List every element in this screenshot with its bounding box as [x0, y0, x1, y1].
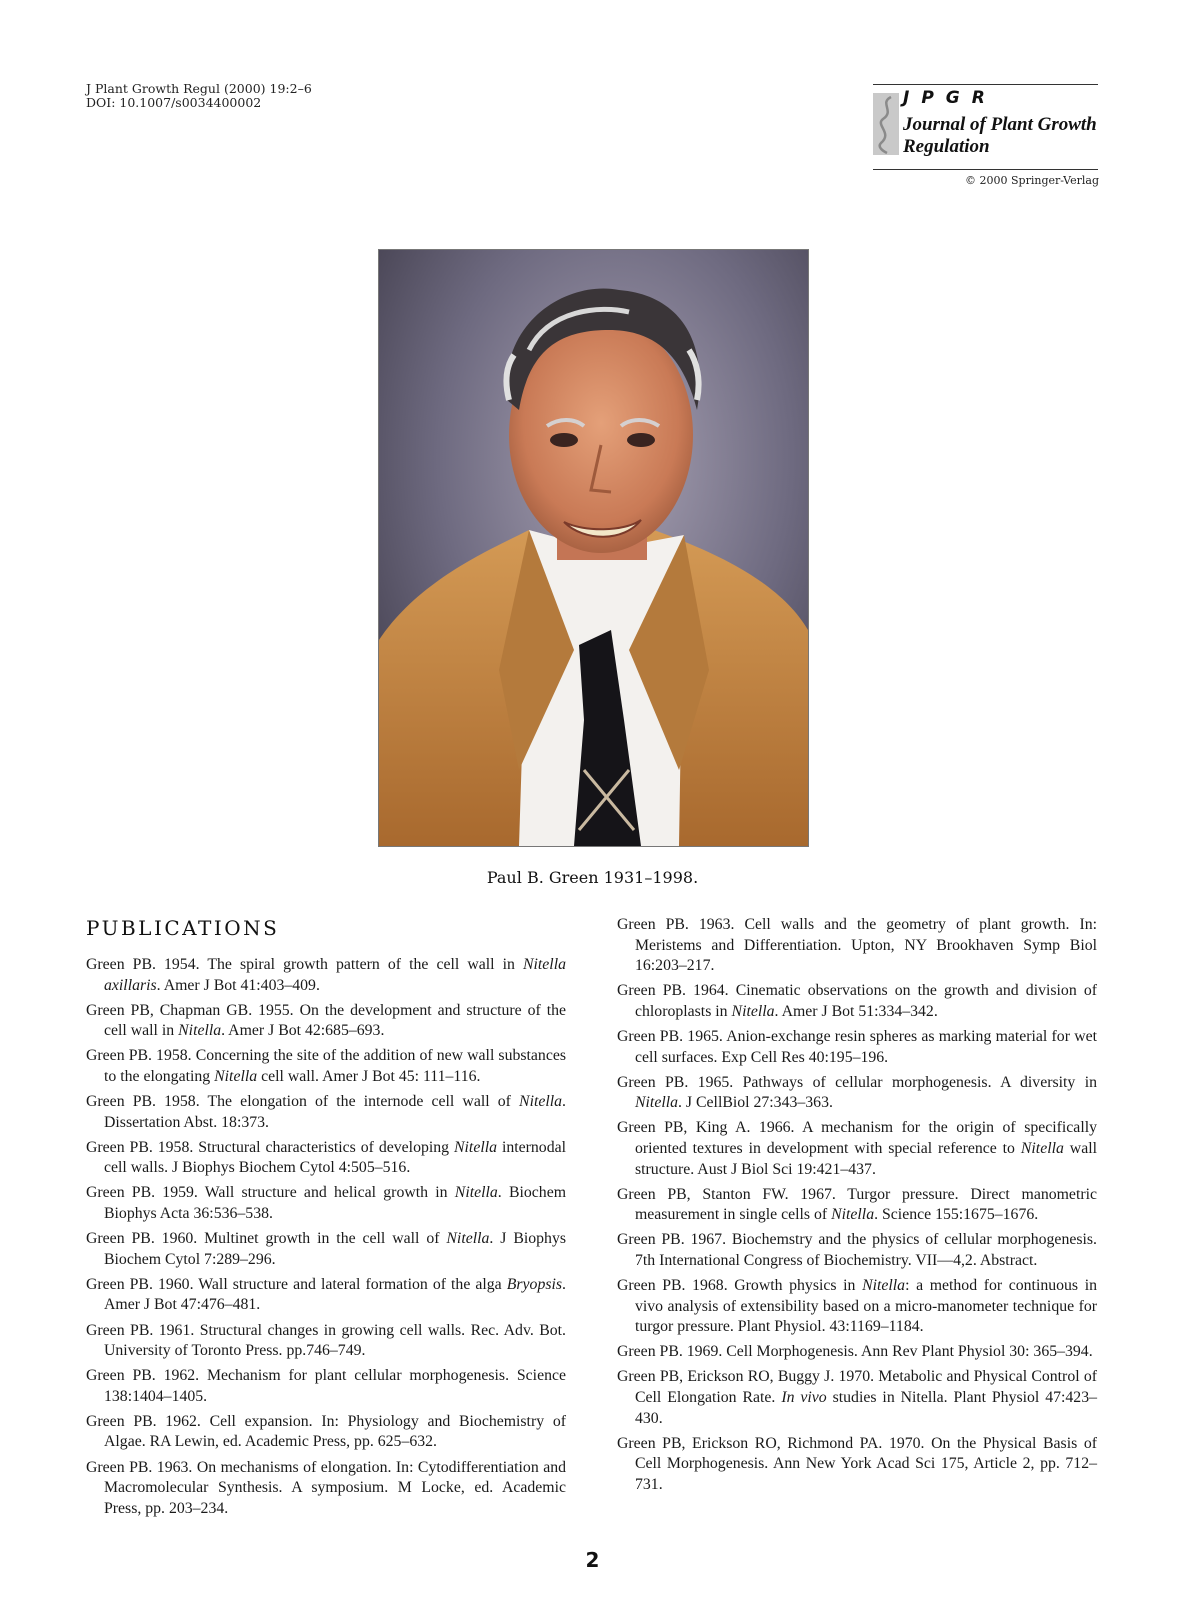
- publication-entry: Green PB. 1968. Growth physics in Nitella: a method for continuous in vivo analysis of extensibility based on a micro-manometer technique for turgor pressure. Plant Physiol. 43:1169–1184.: [617, 1277, 1097, 1336]
- publication-entry: Green PB. 1965. Anion-exchange resin spheres as marking material for wet cell surfaces. Exp Cell Res 40:195–196.: [617, 1027, 1097, 1066]
- logo-swirl-icon: [873, 93, 899, 155]
- publication-entry: Green PB. 1960. Multinet growth in the cell wall of Nitella. J Biophys Biochem Cytol 7:289–296.: [86, 1230, 566, 1268]
- publication-entry: Green PB. 1958. Concerning the site of the addition of new wall substances to the elongating Nitella cell wall. Amer J Bot 45: 111–116.: [86, 1047, 566, 1085]
- portrait-photo: [378, 249, 809, 847]
- publication-entry: Green PB. 1963. On mechanisms of elongation. In: Cytodifferentiation and Macromolecular Synthesis. A symposium. M Locke, ed. Academic Press, pp. 203–234.: [86, 1458, 566, 1517]
- publications-right-column: [617, 915, 1097, 1500]
- publication-entry: Green PB. 1964. Cinematic observations on the growth and division of chloroplasts in Nitella. Amer J Bot 51:334–342.: [617, 982, 1097, 1020]
- publication-entry: Green PB. 1960. Wall structure and lateral formation of the alga Bryopsis. Amer J Bot 47:476–481.: [86, 1275, 566, 1314]
- publication-entry: Green PB. 1954. The spiral growth pattern of the cell wall in Nitella axillaris. Amer J Bot 41:403–409.: [86, 956, 566, 994]
- publication-entry: Green PB, Erickson RO, Richmond PA. 1970. On the Physical Basis of Cell Morphogenesis. Ann New York Acad Sci 175, Article 2, pp. 712–731.: [617, 1434, 1097, 1493]
- copyright-notice: © 2000 Springer-Verlag: [965, 174, 1099, 187]
- publication-entry: Green PB. 1962. Mechanism for plant cellular morphogenesis. Science 138:1404–1405.: [86, 1367, 566, 1405]
- publication-entry: Green PB. 1958. Structural characteristics of developing Nitella internodal cell walls. J Biophys Biochem Cytol 4:505–516.: [86, 1138, 567, 1177]
- journal-name: [903, 114, 1097, 158]
- publication-entry: Green PB. 1958. The elongation of the internode cell wall of Nitella. Dissertation Abst. 18:373.: [86, 1093, 566, 1131]
- doi-line: DOI: 10.1007/s0034400002: [86, 95, 262, 110]
- citation-line: J Plant Growth Regul (2000) 19:2–6: [86, 81, 312, 96]
- journal-abbrev: JPGR: [903, 88, 997, 108]
- article-citation: [86, 82, 312, 110]
- publication-entry: Green PB. 1961. Structural changes in growing cell walls. Rec. Adv. Bot. University of Toronto Press. pp.746–749.: [86, 1321, 566, 1360]
- journal-logo: [873, 84, 1098, 170]
- journal-name-line2: Regulation: [903, 136, 990, 157]
- publication-entry: Green PB. 1962. Cell expansion. In: Physiology and Biochemistry of Algae. RA Lewin, ed. Academic Press, pp. 625–632.: [86, 1412, 566, 1451]
- publication-entry: Green PB, Stanton FW. 1967. Turgor pressure. Direct manometric measurement in single cells of Nitella. Science 155:1675–1676.: [617, 1185, 1097, 1224]
- page-number: 2: [585, 1548, 600, 1572]
- publication-entry: Green PB. 1967. Biochemstry and the physics of cellular morphogenesis. 7th International Congress of Biochemistry. VII—4,2. Abstract.: [617, 1231, 1097, 1269]
- journal-name-line1: Journal of Plant Growth: [903, 114, 1097, 135]
- section-title: PUBLICATIONS: [86, 916, 280, 940]
- publication-entry: Green PB. 1959. Wall structure and helical growth in Nitella. Biochem Biophys Acta 36:536–538.: [86, 1184, 567, 1223]
- publications-left-column: [86, 955, 566, 1524]
- publication-entry: Green PB. 1965. Pathways of cellular morphogenesis. A diversity in Nitella. J CellBiol 27:343–363.: [617, 1073, 1097, 1112]
- photo-caption: Paul B. Green 1931–1998.: [486, 868, 699, 887]
- publication-entry: Green PB, Chapman GB. 1955. On the development and structure of the cell wall in Nitella. Amer J Bot 42:685–693.: [86, 1001, 566, 1040]
- publication-entry: Green PB, Erickson RO, Buggy J. 1970. Metabolic and Physical Control of Cell Elongation Rate. In vivo studies in Nitella. Plant Physiol 47:423–430.: [617, 1368, 1097, 1427]
- publication-entry: Green PB. 1969. Cell Morphogenesis. Ann Rev Plant Physiol 30: 365–394.: [617, 1343, 1093, 1361]
- publication-entry: Green PB, King A. 1966. A mechanism for the origin of specifically oriented textures in development with special reference to Nitella wall structure. Aust J Biol Sci 19:421–437.: [617, 1119, 1097, 1178]
- publication-entry: Green PB. 1963. Cell walls and the geometry of plant growth. In: Meristems and Differentiation. Upton, NY Brookhaven Symp Biol 16:203–217.: [617, 916, 1097, 975]
